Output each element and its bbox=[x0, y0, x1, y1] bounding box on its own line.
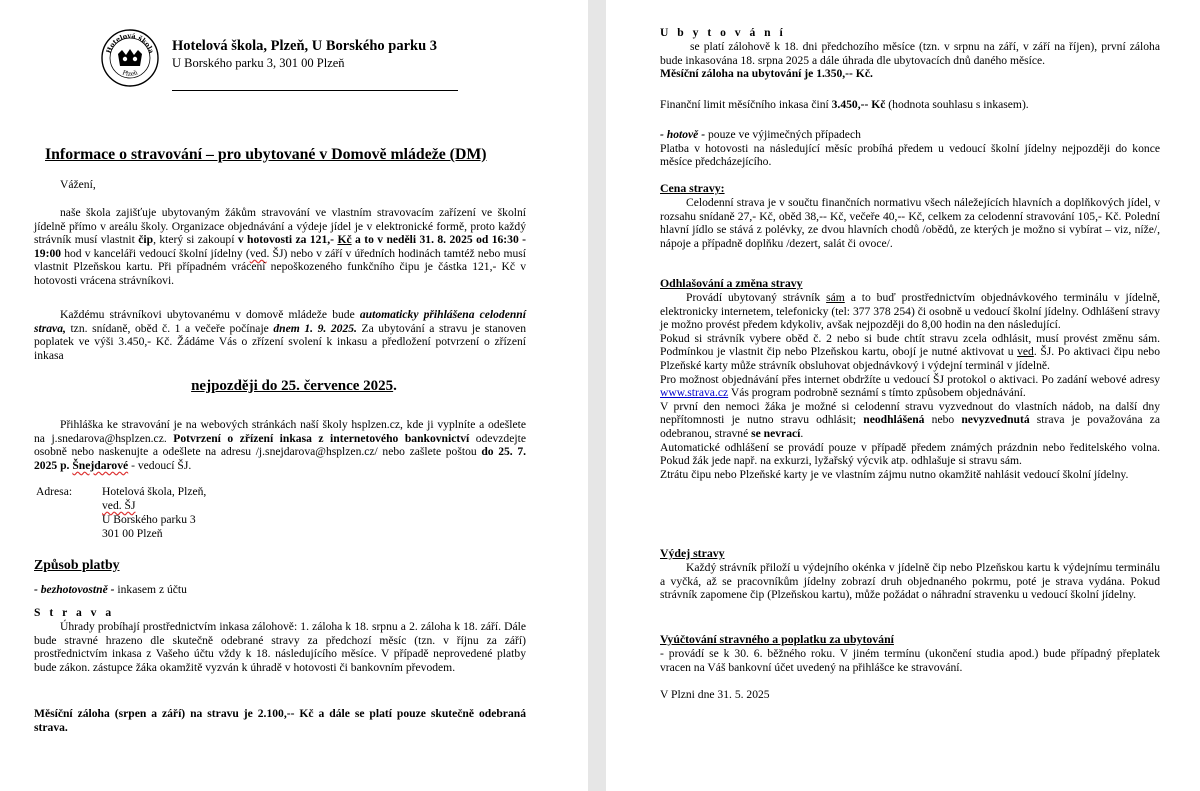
cancellation-heading: Odhlašování a změna stravy bbox=[660, 276, 803, 290]
intro-paragraph: naše škola zajišťuje ubytovaným žákům stravování ve vlastním stravovacím zařízení ve školní jídelně přímo v areálu školy. Organizace objednávání a výdeje jídel je v elektronické formě, proto každý strávník musí vlastnit čip, který si zakoupí v hotovosti za 121,- Kč a to v neděli 31. 8. 2025 od 16:30 - 19:00 hod v kanceláři vedoucí školní jídelny (ved. ŠJ) nebo v září v úředních hodinách tamtéž nebo musí vlastnit Plzeňskou kartu. Při případném vrácení nepoškozeného funkčního čipu je částka 121,- Kč v hotovosti vrácena strávníkovi. bbox=[34, 206, 527, 287]
letterhead bbox=[100, 28, 458, 92]
address-line: ved. ŠJ bbox=[102, 499, 136, 512]
accommodation-heading: U b y t o v á n í bbox=[660, 26, 786, 39]
accommodation-monthly-deposit: Měsíční záloha na ubytování je 1.350,-- Kč. bbox=[660, 67, 873, 81]
deadline-line: nejpozději do 25. července 2025. bbox=[191, 378, 397, 394]
school-logo bbox=[100, 28, 160, 88]
cancellation-section: Odhlašování a změna stravy Provádí ubytovaný strávník sám a to buď prostřednictvím objednávkového terminálu v jídelně, elektronicky internetem, telefonicky (tel: 377 378 254) či osobně u vedoucí školní jídelny. Odhlášení stravy je možno provést předem kdykoliv, avšak nejpozději do 8,00 hodin na den následující. Pokud si strávník vybere oběd č. 2 nebo si bude chtít stravu zcela odhlásit, musí provést změnu sám. Podmínkou je vlastnit čip nebo Plzeňskou kartu, obojí je nutné aktivovat u ved. ŠJ. Po aktivaci čipu nebo Plzeňské karty může strávník obsluhovat objednávkový i výdejní terminál v jídelně. Pro možnost objednávání přes internet obdržíte u vedoucí ŠJ protokol o aktivaci. Po zadání webové adresy www.strava.cz Vás program podrobně seznámí s tímto způsobem objednávání. V první den nemoci žáka je možné si celodenní stravu vyzvednout do vlastních nádob, na další dny nepřítomnosti je nutno stravu odhlásit; neodhlášená nebo nevyzvednutá strava je považována za odebranou, stravné se nevrací. Automatické odhlášení se provádí pouze v případě předem známých prázdnin nebo ředitelského volna. Pokud žák jede např. na exkurzi, lyžařský výcvik atp. odhlašuje si stravu sám. Ztrátu čipu nebo Plzeňské karty je ve vlastním zájmu nutno okamžitě nahlásit vedoucí školní jídelny. bbox=[660, 276, 1161, 481]
price-heading: Cena stravy: bbox=[660, 181, 725, 195]
svg-text:Hotelová škola: Hotelová škola bbox=[104, 31, 156, 55]
strava-link[interactable]: www.strava.cz bbox=[660, 386, 729, 400]
date-line: V Plzni dne 31. 5. 2025 bbox=[660, 688, 770, 701]
settlement-heading: Vyúčtování stravného a poplatku za ubytování bbox=[660, 632, 894, 646]
address-label: Adresa: bbox=[36, 485, 73, 498]
price-paragraph: Celodenní strava je v součtu finančních normativu všech náležejících hlavních a doplňkových jídel, v rozsahu snídaně 27,- Kč, oběd 38,-- Kč, večeře 40,-- Kč, celkem za celodenní stravování 105,- Kč. Polední hlavní jídlo se stává z polévky, ze dvou hlavních chodů /obědů, ze kterých je možno si vybírat – viz, níže/, nápoje a případně doplňku /dezert, salát či ovoce/. bbox=[660, 196, 1160, 250]
strava-paragraph: Úhrady probíhají prostřednictvím inkasa zálohově: 1. záloha k 18. srpnu a 2. záloha k 18. září. Dále bude stravné hrazeno dle skutečně odebrané stravy za předchozí měsíc (tzn. v říjnu za září) prostřednictvím inkasa z Vašeho účtu vždy k 18. následujícího měsíce. V případě neprovedené platby bude zákon. zástupce žáka okamžitě vyzván k úhradě v hotovosti či bankovním převodem. bbox=[34, 620, 526, 674]
address-line: U Borského parku 3 bbox=[102, 513, 196, 526]
strava-heading: S t r a v a bbox=[34, 606, 115, 619]
issue-heading: Výdej stravy bbox=[660, 546, 725, 560]
application-paragraph: Přihláška ke stravování je na webových stránkách naší školy hsplzen.cz, kde ji vyplníte a odešlete na j.snedarova@hsplzen.cz. Potvrzení o zřízení inkasa z internetového bankovnictví odevzdejte osobně nebo naskenujte a odešlete na adresu /j.snejdarova@hsplzen.cz/ nebo zašlete poštou do 25. 7. 2025 p. Šnejdarové - vedoucí ŠJ. bbox=[34, 418, 527, 472]
header-divider bbox=[172, 90, 458, 91]
greeting: Vážení, bbox=[60, 178, 96, 191]
monthly-strava-deposit: Měsíční záloha (srpen a září) na stravu je 2.100,-- Kč a dále se platí pouze skutečně odebraná strava. bbox=[34, 707, 526, 734]
accommodation-paragraph: se platí zálohově k 18. dni předchozího měsíce (tzn. v srpnu na září, v září na říjen), první záloha bude inkasována 18. srpna 2025 a dále úhrada dle ubytovacích dnů daného měsíce. bbox=[660, 40, 1160, 67]
document-title: Informace o stravování – pro ubytované v Domově mládeže (DM) bbox=[45, 146, 487, 163]
school-name: Hotelová škola, Plzeň, U Borského parku 3 bbox=[172, 38, 438, 54]
collection-limit: Finanční limit měsíčního inkasa činí 3.450,-- Kč (hodnota souhlasu s inkasem). bbox=[660, 98, 1029, 111]
payment-method-heading: Způsob platby bbox=[34, 557, 120, 572]
issue-paragraph: Každý strávník přiloží u výdejního okénka v jídelně čip nebo Plzeňskou kartu k výdejnímu terminálu a vyčká, až se pracovníkům jídelny zobrazí druh objednaného pokrmu, poté je strava vydána. Pokud strávník zapomene čip (Plzeňskou kartu), může požádat o náhradní stravenku u vedoucí školní jídelny. bbox=[660, 561, 1160, 602]
address-line: Hotelová škola, Plzeň, bbox=[102, 485, 207, 498]
settlement-paragraph: - provádí se k 30. 6. běžného roku. V jiném termínu (ukončení studia apod.) bude případný přeplatek vracen na Váš bankovní účet uvedený na přihlášce ke stravování. bbox=[660, 647, 1160, 674]
address-line: 301 00 Plzeň bbox=[102, 527, 163, 540]
cash-payment-section: - hotově - pouze ve výjimečných případech Platba v hotovosti na následující měsíc probíhá předem u vedoucí školní jídelny nejpozději do konce měsíce předcházejícího. bbox=[660, 128, 1160, 169]
school-address: U Borského parku 3, 301 00 Plzeň bbox=[172, 56, 345, 70]
document-page-right bbox=[606, 0, 1200, 791]
cashless-line: - bezhotovostně - inkasem z účtu bbox=[34, 583, 187, 596]
auto-registration-paragraph: Každému strávníkovi ubytovanému v domově mládeže bude automaticky přihlášena celodenní strava, tzn. snídaně, oběd č. 1 a večeře počínaje dnem 1. 9. 2025. Za ubytování a stravu je stanoven poplatek ve výši 3.450,- Kč. Žádáme Vás o zřízení svolení k inkasu a předložení potvrzení o zřízení inkasa bbox=[34, 308, 526, 362]
svg-text:Plzeň: Plzeň bbox=[121, 69, 139, 78]
document-page-left bbox=[0, 0, 588, 791]
